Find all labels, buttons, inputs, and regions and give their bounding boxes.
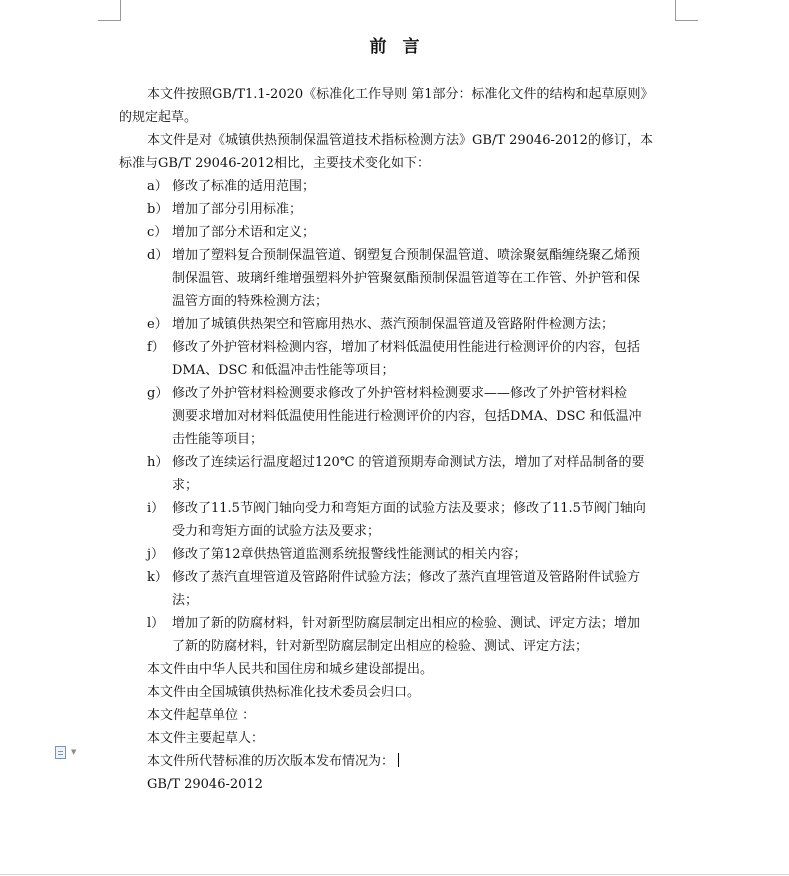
change-item-content <box>172 313 675 336</box>
change-item-content <box>172 382 675 451</box>
chevron-down-icon[interactable]: ▼ <box>71 748 77 756</box>
change-item-content <box>172 497 675 543</box>
change-item <box>119 612 675 658</box>
change-item-label: h） <box>147 455 169 470</box>
change-item-label: l） <box>147 616 165 631</box>
change-item-label: d） <box>147 248 169 263</box>
change-item <box>119 175 675 198</box>
change-item <box>119 566 675 612</box>
change-item <box>119 336 675 382</box>
change-item <box>119 313 675 336</box>
closing-line: 本文件由全国城镇供热标准化技术委员会归口。 <box>147 685 421 700</box>
change-item-line: 修改了外护管材料检测内容，增加了材料低温使用性能进行检测评价的内容，包括 <box>172 340 641 355</box>
change-item-line: 求； <box>172 478 199 493</box>
document-body[interactable] <box>119 83 675 796</box>
change-item <box>119 497 675 543</box>
change-item <box>119 244 675 313</box>
change-item <box>119 543 675 566</box>
intro-line: 标准与GB/T 29046-2012相比，主要技术变化如下： <box>119 156 430 171</box>
intro-line: 本文件按照GB/T1.1-2020《标准化工作导则 第1部分：标准化文件的结构和起草原则》 <box>147 87 654 102</box>
change-item-line: 修改了标准的适用范围； <box>172 179 316 194</box>
change-item <box>119 221 675 244</box>
change-item-line: 温管方面的特殊检测方法； <box>172 294 329 309</box>
closing-line-text: 本文件所代替标准的历次版本发布情况为： <box>147 754 395 769</box>
change-item-content <box>172 336 675 382</box>
document-icon[interactable] <box>55 746 66 759</box>
change-item-content <box>172 221 675 244</box>
page-corner-mark-top-left <box>98 0 121 21</box>
change-item-line: 法； <box>172 593 199 608</box>
changes-list <box>119 175 675 658</box>
closing-line: 本文件起草单位 ： <box>147 708 256 723</box>
intro-line: 本文件是对《城镇供热预制保温管道技术指标检测方法》GB/T 29046-2012的修订，本 <box>147 133 653 148</box>
change-item-line: 增加了新的防腐材料，针对新型防腐层制定出相应的检验、测试、评定方法；增加 <box>172 616 641 631</box>
change-item-line: 测要求增加对材料低温使用性能进行检测评价的内容，包括DMA、DSC 和低温冲 <box>172 409 642 424</box>
change-item-label: i） <box>147 501 165 516</box>
change-item-line: 修改了外护管材料检测要求修改了外护管材料检测要求——修改了外护管材料检 <box>172 386 628 401</box>
change-item-label: c） <box>147 225 168 240</box>
change-item-line: 修改了连续运行温度超过120℃ 的管道预期寿命测试方法，增加了对样品制备的要 <box>172 455 645 470</box>
change-item-content <box>172 612 675 658</box>
change-item-label: b） <box>147 202 169 217</box>
page-bottom-divider <box>0 874 789 875</box>
change-item-content <box>172 198 675 221</box>
change-item-line: 修改了第12章供热管道监测系统报警线性能测试的相关内容； <box>172 547 527 562</box>
change-item-content <box>172 566 675 612</box>
change-item <box>119 382 675 451</box>
page-corner-mark-top-right <box>675 0 698 21</box>
closing-line: 本文件主要起草人： <box>147 731 265 746</box>
change-item-line: 增加了部分术语和定义； <box>172 225 316 240</box>
change-item-line: 增加了塑料复合预制保温管道、钢塑复合预制保温管道、喷涂聚氨酯缠绕聚乙烯预 <box>172 248 641 263</box>
change-item-line: 修改了11.5节阀门轴向受力和弯矩方面的试验方法及要求；修改了11.5节阀门轴向 <box>172 501 646 516</box>
change-item-line: 修改了蒸汽直埋管道及管路附件试验方法；修改了蒸汽直埋管道及管路附件试验方 <box>172 570 641 585</box>
change-item-label: a） <box>147 179 168 194</box>
superseded-standard: GB/T 29046-2012 <box>147 777 263 792</box>
change-item-label: e） <box>147 317 168 332</box>
change-item-content <box>172 451 675 497</box>
change-item <box>119 451 675 497</box>
change-item-line: 击性能等项目； <box>172 432 264 447</box>
closing-line: 本文件由中华人民共和国住房和城乡建设部提出。 <box>147 662 434 677</box>
change-item-content <box>172 175 675 198</box>
change-item-label: f） <box>147 340 165 355</box>
change-item-label: j） <box>147 547 165 562</box>
closing-line-with-cursor[interactable] <box>119 750 675 773</box>
change-item-label: g） <box>147 386 169 401</box>
change-item-label: k） <box>147 570 168 585</box>
change-item-line: 制保温管、玻璃纤维增强塑料外护管聚氨酯预制保温管道等在工作管、外护管和保 <box>172 271 641 286</box>
change-item <box>119 198 675 221</box>
change-item-line: DMA、DSC 和低温冲击性能等项目； <box>172 363 395 378</box>
intro-line: 的规定起草。 <box>119 110 198 125</box>
change-item-line: 了新的防腐材料，针对新型防腐层制定出相应的检验、测试、评定方法； <box>172 639 589 654</box>
change-item-content <box>172 543 675 566</box>
change-item-line: 增加了部分引用标准； <box>172 202 303 217</box>
page-title: 前言 <box>369 37 436 57</box>
change-item-line: 增加了城镇供热架空和管廊用热水、蒸汽预制保温管道及管路附件检测方法； <box>172 317 615 332</box>
text-cursor <box>398 753 399 767</box>
change-item-content <box>172 244 675 313</box>
change-item-line: 受力和弯矩方面的试验方法及要求； <box>172 524 381 539</box>
